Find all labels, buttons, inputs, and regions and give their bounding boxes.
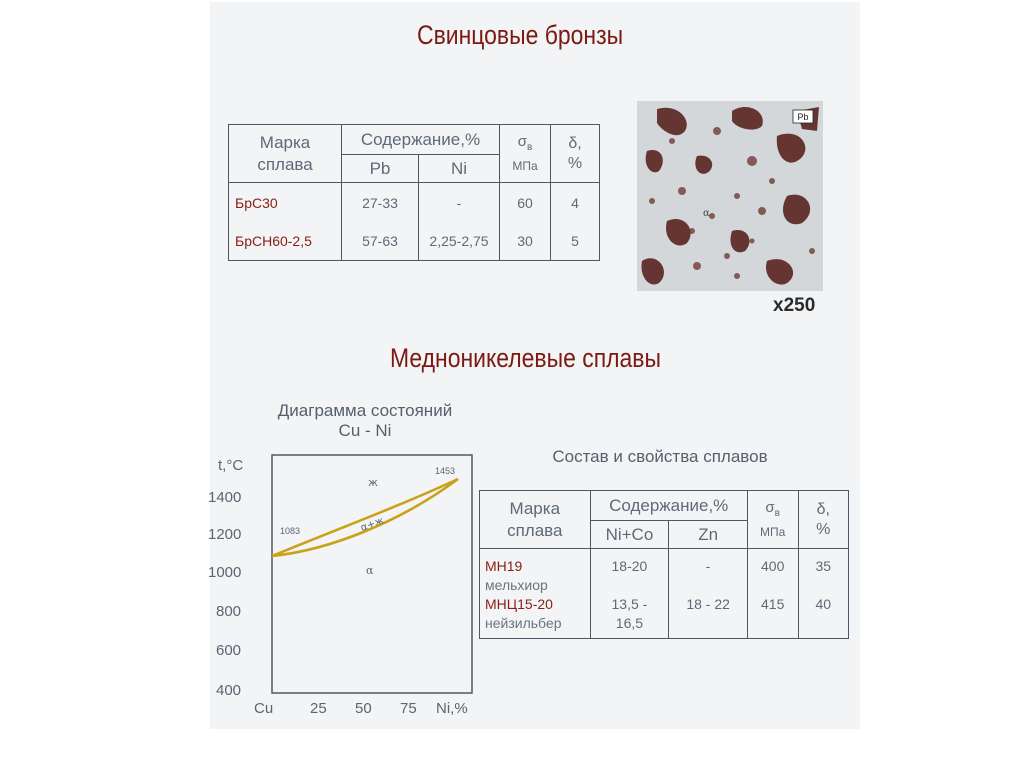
melting-point-cu: 1083 [280, 526, 301, 536]
sigma-value: 30 [500, 223, 551, 261]
title-copper-nickel-alloys: Медноникелевые сплавы [390, 343, 661, 373]
copper-nickel-table [479, 490, 849, 639]
header-alloy-mark: Марка сплава [229, 125, 342, 183]
header-pb: Pb [342, 155, 419, 183]
pb-value: 57-63 [342, 223, 419, 261]
header-delta: δ, % [551, 125, 600, 183]
x-tick: 50 [355, 700, 372, 717]
y-axis-unit: t,°C [218, 457, 244, 474]
y-tick: 600 [216, 642, 242, 659]
header-alloy-mark: Марка сплава [480, 491, 591, 549]
sigma-value: 60 [500, 183, 551, 223]
ni-value: - [419, 183, 500, 223]
delta-value: 4 [551, 183, 600, 223]
ni-co-values: 18-20 13,5 - 16,5 [590, 549, 669, 639]
delta-values: 35 40 [798, 549, 849, 639]
alloy-common-name: мельхиор [485, 577, 548, 593]
magnification-label: x250 [773, 295, 816, 316]
header-delta: δ, % [798, 491, 849, 549]
diagram-title: Диаграмма состояний Cu - Ni [277, 401, 453, 440]
region-two-phase-label: α+ж [359, 515, 386, 534]
alloy-common-name: нейзильбер [485, 615, 562, 631]
header-ni: Ni [419, 155, 500, 183]
header-content: Содержание,% [342, 125, 500, 155]
header-zn: Zn [669, 521, 748, 549]
y-tick: 1000 [208, 564, 242, 581]
alloy-name: МНЦ15-20 [485, 596, 553, 612]
x-tick: 75 [400, 700, 417, 717]
sigma-values: 400 415 [747, 549, 798, 639]
pb-value: 27-33 [342, 183, 419, 223]
alloy-names-cell [480, 549, 591, 639]
zn-values: - 18 - 22 [669, 549, 748, 639]
table2-title: Состав и свойства сплавов [552, 447, 768, 466]
lead-bronze-table [228, 124, 600, 261]
micrograph-image [637, 101, 823, 291]
region-liquid-label: ж [368, 476, 378, 489]
liquidus-curve [272, 479, 458, 556]
header-content: Содержание,% [590, 491, 747, 521]
y-tick: 1400 [208, 489, 242, 506]
x-tick: Ni,% [436, 700, 468, 717]
region-solid-label: α [366, 564, 374, 577]
micrograph-alpha-label: α [703, 208, 710, 219]
header-ni-co: Ni+Co [590, 521, 669, 549]
title-lead-bronzes: Свинцовые бронзы [417, 20, 624, 50]
alloy-name: МН19 [485, 558, 523, 574]
y-tick: 400 [216, 682, 242, 699]
phase-diagram [260, 450, 476, 696]
x-tick: 25 [310, 700, 327, 717]
ni-value: 2,25-2,75 [419, 223, 500, 261]
melting-point-ni: 1453 [435, 466, 456, 476]
delta-value: 5 [551, 223, 600, 261]
alloy-name: БрС30 [229, 183, 342, 223]
y-tick: 800 [216, 603, 242, 620]
x-tick: Cu [254, 700, 274, 717]
header-sigma: $\sigma_в$ МПа [747, 491, 798, 549]
y-tick: 1200 [208, 526, 242, 543]
header-sigma: $\sigma_в$ МПа [500, 125, 551, 183]
alloy-name: БрСН60-2,5 [229, 223, 342, 261]
micrograph-phase-tag: Pb [797, 112, 809, 122]
